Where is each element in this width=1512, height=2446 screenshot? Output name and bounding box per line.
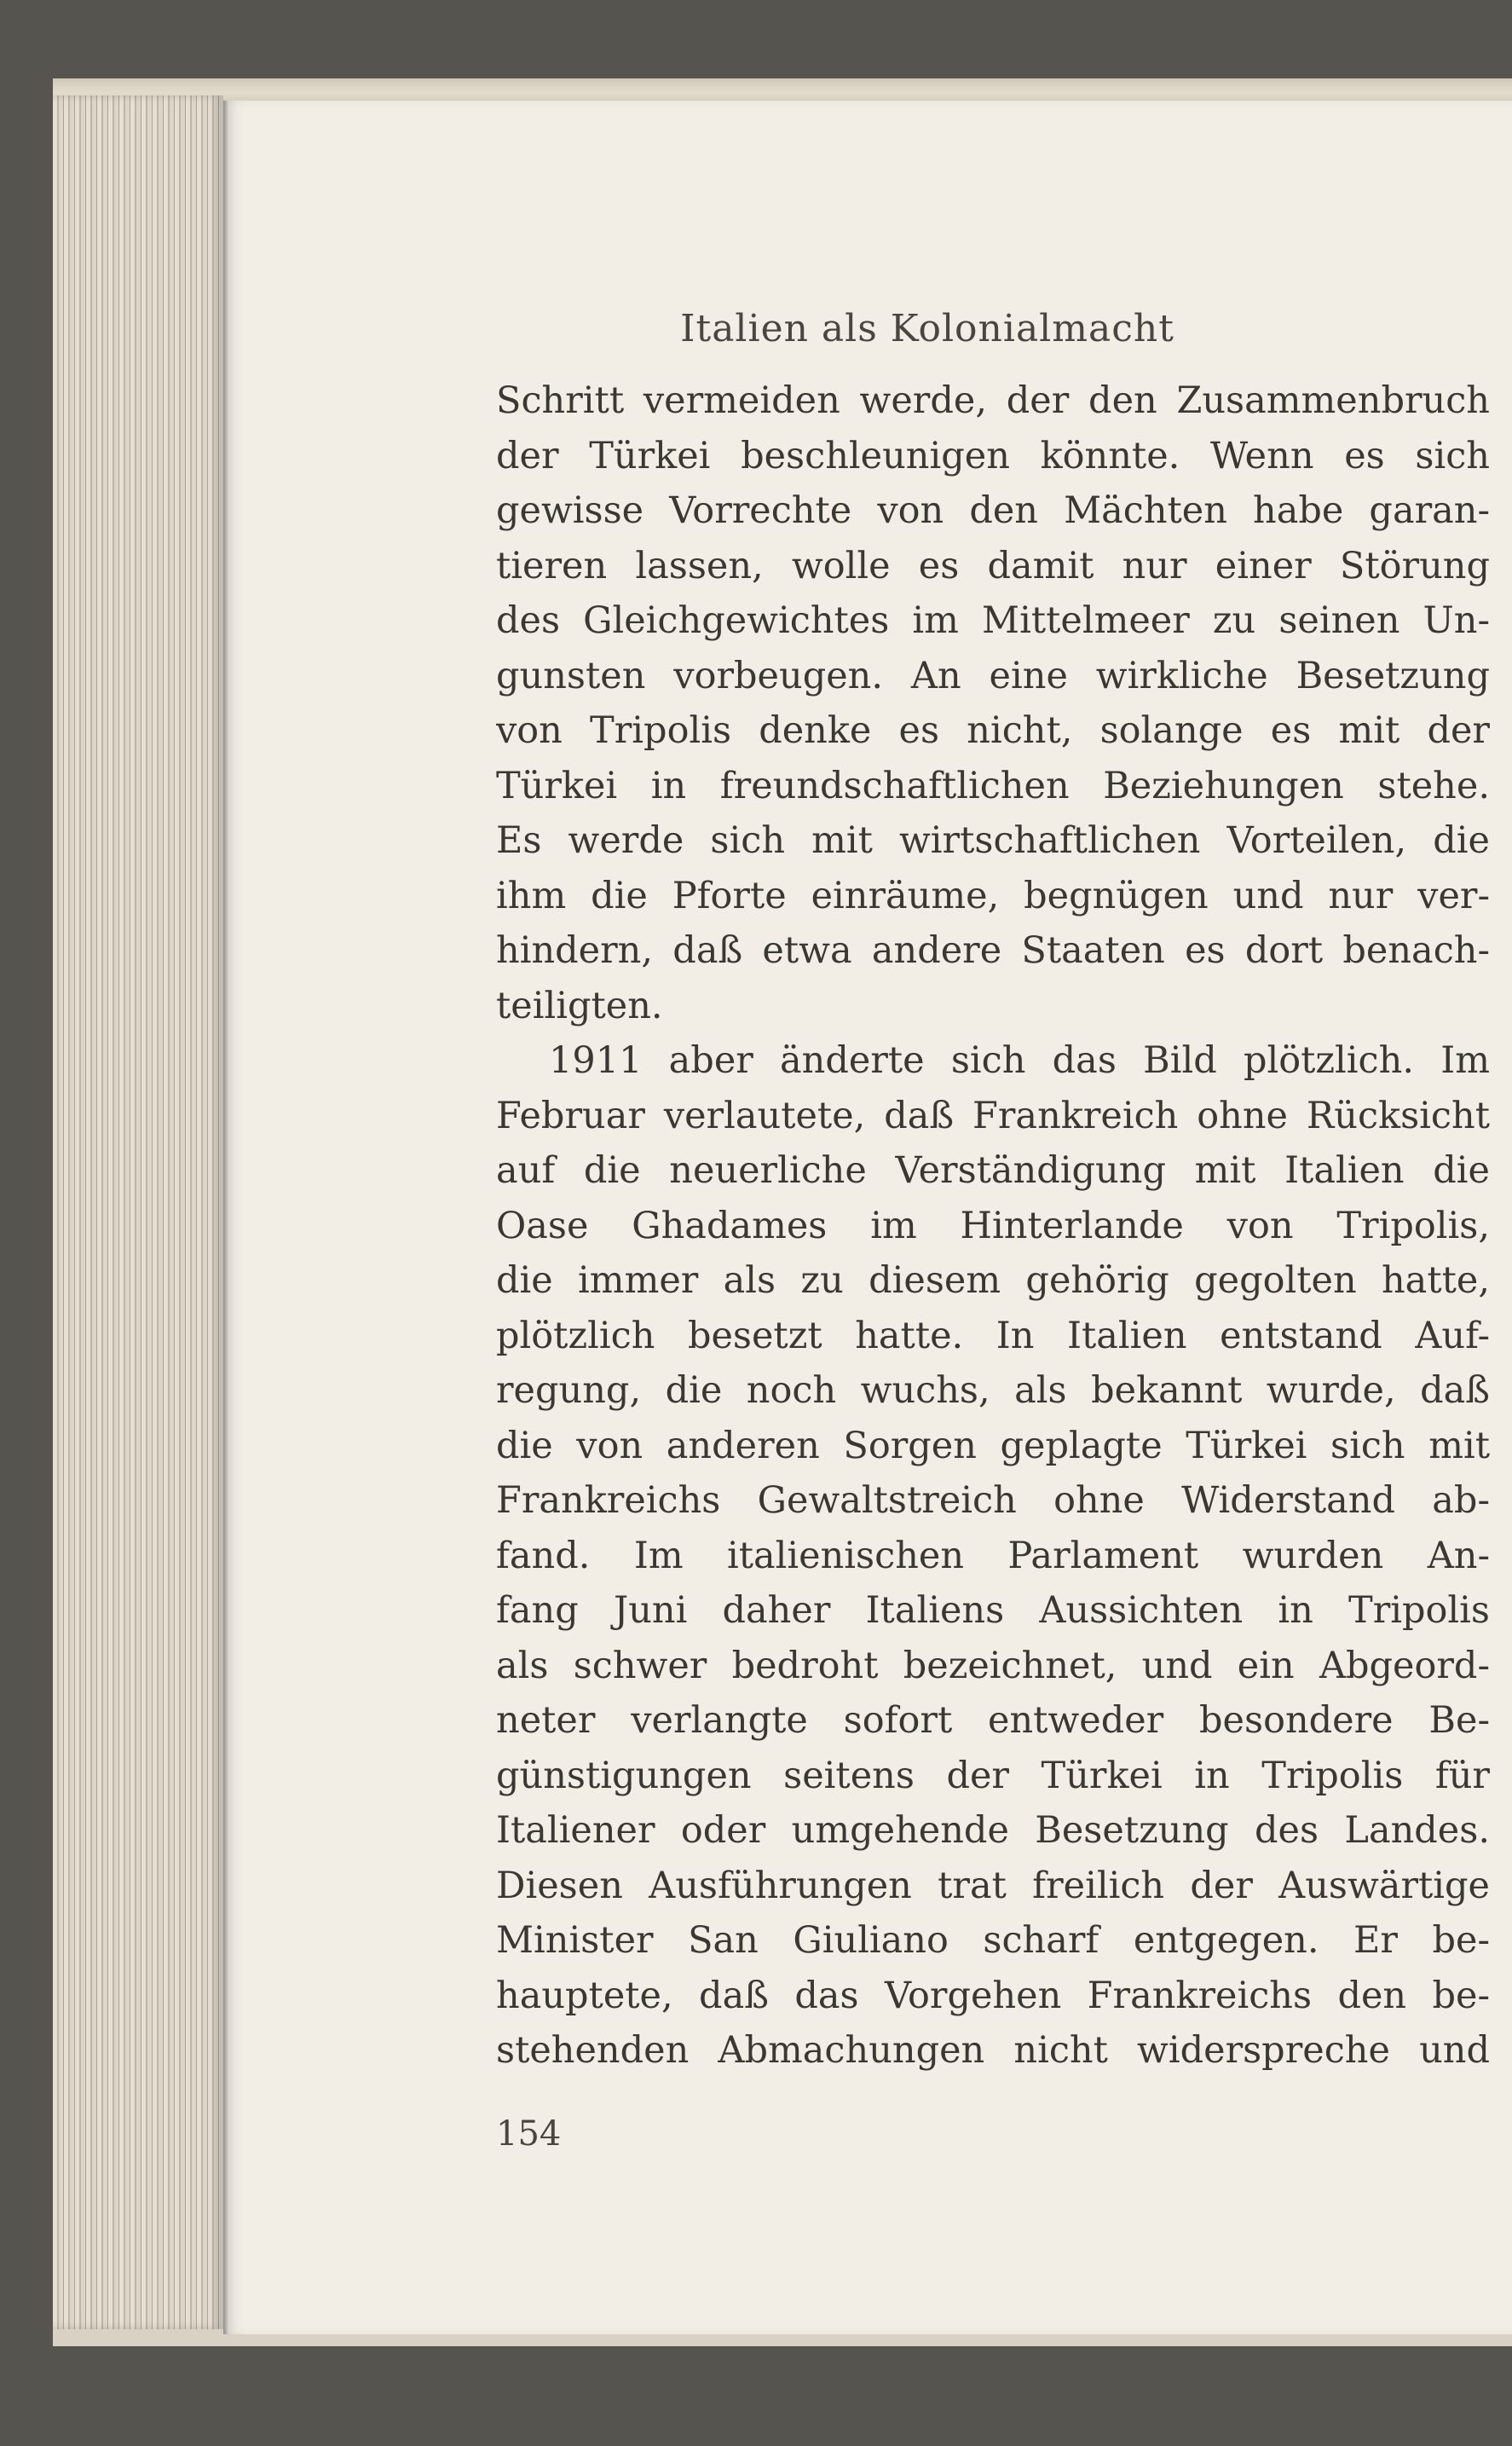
text-line: regung, die noch wuchs, als bekannt wurde, daß [496,1369,1490,1412]
text-line: die von anderen Sorgen geplagte Türkei sich mit [496,1424,1490,1467]
text-line: hauptete, daß das Vorgehen Frankreichs den be- [496,1974,1490,2017]
book-top-edge [53,78,1512,102]
text-line: Minister San Giuliano scharf entgegen. Er be- [496,1919,1490,1962]
text-line: fand. Im italienischen Parlament wurden An- [496,1534,1490,1577]
text-line: teiligten. [496,984,663,1027]
page-gutter-shadow [223,101,228,2334]
text-line: Türkei in freundschaftlichen Beziehungen stehe. [496,764,1490,807]
text-line: der Türkei beschleunigen könnte. Wenn es sich [496,434,1490,477]
text-line: 1911 aber änderte sich das Bild plötzlich. Im [549,1039,1490,1082]
text-line: fang Juni daher Italiens Aussichten in Tripolis [496,1589,1490,1632]
text-line: Oase Ghadames im Hinterlande von Tripolis, [496,1204,1490,1247]
text-line: Es werde sich mit wirtschaftlichen Vorteilen, die [496,819,1490,862]
text-line: Schritt vermeiden werde, der den Zusammenbruch [496,379,1490,422]
text-line: Diesen Ausführungen trat freilich der Auswärtige [496,1864,1490,1907]
text-line: Italiener oder umgehende Besetzung des Landes. [496,1809,1490,1852]
running-head-text: Italien als Kolonialmacht [680,307,1174,350]
text-line: gewisse Vorrechte von den Mächten habe garan- [496,489,1490,532]
body-text [496,373,1490,2079]
text-line: als schwer bedroht bezeichnet, und ein Abgeord- [496,1644,1490,1687]
running-head [223,307,1512,350]
text-line: stehenden Abmachungen nicht widerspreche und [496,2029,1490,2072]
text-line: die immer als zu diesem gehörig gegolten hatte, [496,1259,1490,1302]
text-line: hindern, daß etwa andere Staaten es dort benach- [496,929,1490,972]
text-line: plötzlich besetzt hatte. In Italien entstand Auf- [496,1314,1490,1357]
stacked-page-edges [53,95,223,2329]
text-line: ihm die Pforte einräume, begnügen und nur ver- [496,874,1490,917]
text-line: auf die neuerliche Verständigung mit Italien die [496,1149,1490,1192]
text-line: günstigungen seitens der Türkei in Tripolis für [496,1754,1490,1797]
text-line: tieren lassen, wolle es damit nur einer Störung [496,544,1490,587]
text-line: gunsten vorbeugen. An eine wirkliche Besetzung [496,654,1490,697]
text-line: Frankreichs Gewaltstreich ohne Widerstand ab- [496,1479,1490,1522]
text-line: von Tripolis denke es nicht, solange es mit der [496,709,1490,752]
text-line: Februar verlautete, daß Frankreich ohne Rücksicht [496,1094,1490,1137]
text-line: des Gleichgewichtes im Mittelmeer zu seinen Un- [496,599,1490,642]
text-line: neter verlangte sofort entweder besondere Be- [496,1699,1490,1742]
page-number: 154 [496,2114,562,2154]
